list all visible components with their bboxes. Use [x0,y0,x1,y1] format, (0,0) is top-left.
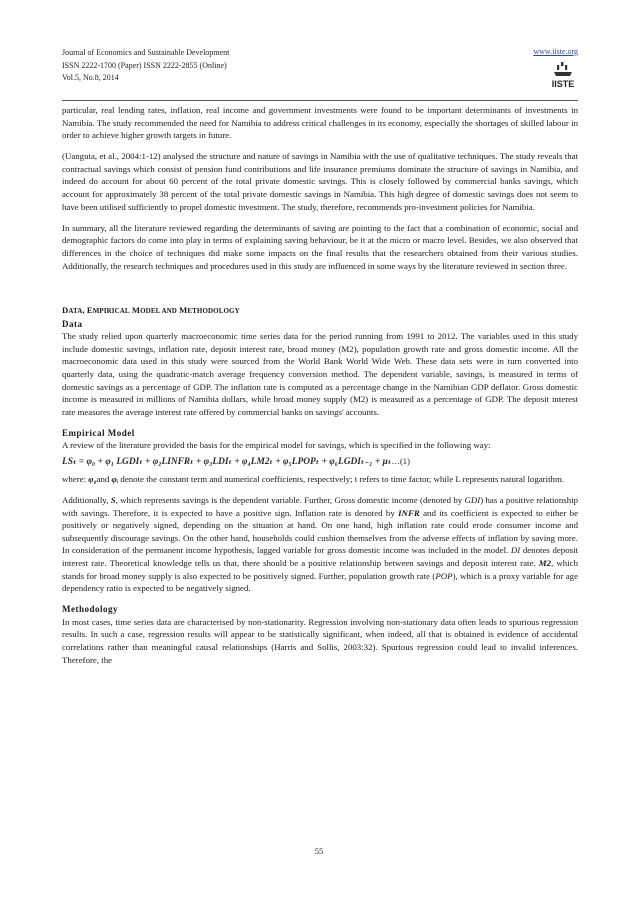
volume-line: Vol.5, No.8, 2014 [62,73,119,82]
iiste-logo [550,62,576,92]
equation-number: …(1) [391,455,410,466]
equation-1 [62,454,578,469]
article-body [62,104,578,666]
issn-line: ISSN 2222-1700 (Paper) ISSN 2222-2855 (Online) [62,60,227,70]
paragraph-model-intro: A review of the literature provided the basis for the empirical model for savings, which is specified in the following way: [62,440,491,451]
page-number: 55 [314,846,324,856]
header-divider [62,100,578,101]
journal-title: Journal of Economics and Sustainable Development [62,48,230,57]
subheading-empirical-model: Empirical Model [62,427,135,438]
subheading-data: Data [62,318,83,329]
journal-url-link[interactable]: www.iiste.org [533,47,578,56]
paragraph-data: The study relied upon quarterly macroeconomic time series data for the period running from 1991 to 2012. The variables used in this study include domestic savings, inflation rate, deposit interest rate, broad money (M2), population growth rate and gross domestic income. All the macroeconomic data used in this study were sourced from the World Bank World Wide Web. These data sets were in turn converted into quarterly data, using the quadratic-match average frequency conversion method. The dependent variable, savings, is measured in terms of domestic savings as a percentage of GDP. The inflation rate is computed as a percentage change in the Namibian GDP deflator. Gross domestic income is measured in millions of Namibia dollars, while broad money supply (M2) is measured as a percentage of GDP. The deposit interest rate measures the average interest rate offered by commercial banks on savings' accounts. [62,331,578,417]
svg-text:IISTE: IISTE [551,79,575,89]
paragraph: In summary, all the literature reviewed regarding the determinants of saving are pointing to the fact that a combination of economic, social and demographic factors do come into play in terms of explaining saving behaviour, be it at the micro or macro level. Besides, we also observed that differences in the choice of techniques did make some impacts on the final results that the researchers obtained from their various studies. Additionally, the research techniques and procedures used in this study are influenced in some ways by the literature reviewed in section three. [62,222,578,271]
equation-body: LSₜ = φ₀ + φ₁ LGDIₜ + φ₂LINFRₜ + φ₃LDIₜ + φ₄LM2ₜ + φ₅LPOPₜ + φ₆LGDIₜ₋₁ + μₜ [62,456,392,467]
paragraph-where: where: φ₀and φᵢ denote the constant term and numerical coefficients, respectively; t refers to time factor, while L represents natural logarithm. [62,473,565,484]
subheading-methodology: Methodology [62,604,118,615]
paragraph: particular, real lending rates, inflation, real income and government investments were found to be important determinants of investments in Namibia. The study recommended the need for Namibia to address critical challenges in its economy, especially the shortages of skilled labour in order to achieve higher growth targets in future. [62,105,578,141]
paragraph-methodology: In most cases, time series data are characterised by non-stationarity. Regression involving non-stationary data often leads to spurious regression results. In such a case, regression results will appear to be statistically significant, when indeed, all that is obtained is evidence of accidental correlations rather than meaningful causal relationships (Harris and Sollis, 2003:32). Spurious regression could lead to invalid inferences. Therefore, the [62,616,578,665]
page-header [62,47,578,99]
section-heading: DATA, EMPIRICAL MODEL AND METHODOLOGY [62,305,240,316]
paragraph-variables: Additionally, S, which represents savings is the dependent variable. Further, Gross domestic income (denoted by GDI) has a positive relationship with savings. Therefore, it is expected to have a positive sign. Inflation rate is denoted by INFR and its coefficient is expected to either be positively or negatively signed, depending on the situation at hand. On one hand, high inflation rate could erode consumer income and subsequently discourage savings. On the other hand, households could cushion themselves from the adverse effects of inflation by saving more. In consideration of the permanent income hypothesis, lagged variable for gross domestic income was included in the model. DI denotes deposit interest rate. Theoretical knowledge tells us that, there should be a positive relationship between savings and deposit interest rate. M2, which stands for broad money supply is also expected to be positively signed. Further, population growth rate (POP), which is a proxy variable for age dependency ratio is expected to be negatively signed. [62,494,579,594]
paragraph: (Uanguta, et al., 2004:1-12) analysed the structure and nature of savings in Namibia with the use of qualitative techniques. The study reveals that contractual savings which consist of pension fund contributions and life insurance premiums dominate the structure of savings in Namibia, and indeed do account for about 60 percent of the total private domestic savings. This is closely followed by commercial banks savings, which account for approximately 38 percent of the total private domestic savings in Namibia. This high degree of domestic savings does not seem to have been utilised sufficiently to propel domestic investment. The study, therefore, recommends pro-investment policies for Namibia. [62,151,578,212]
